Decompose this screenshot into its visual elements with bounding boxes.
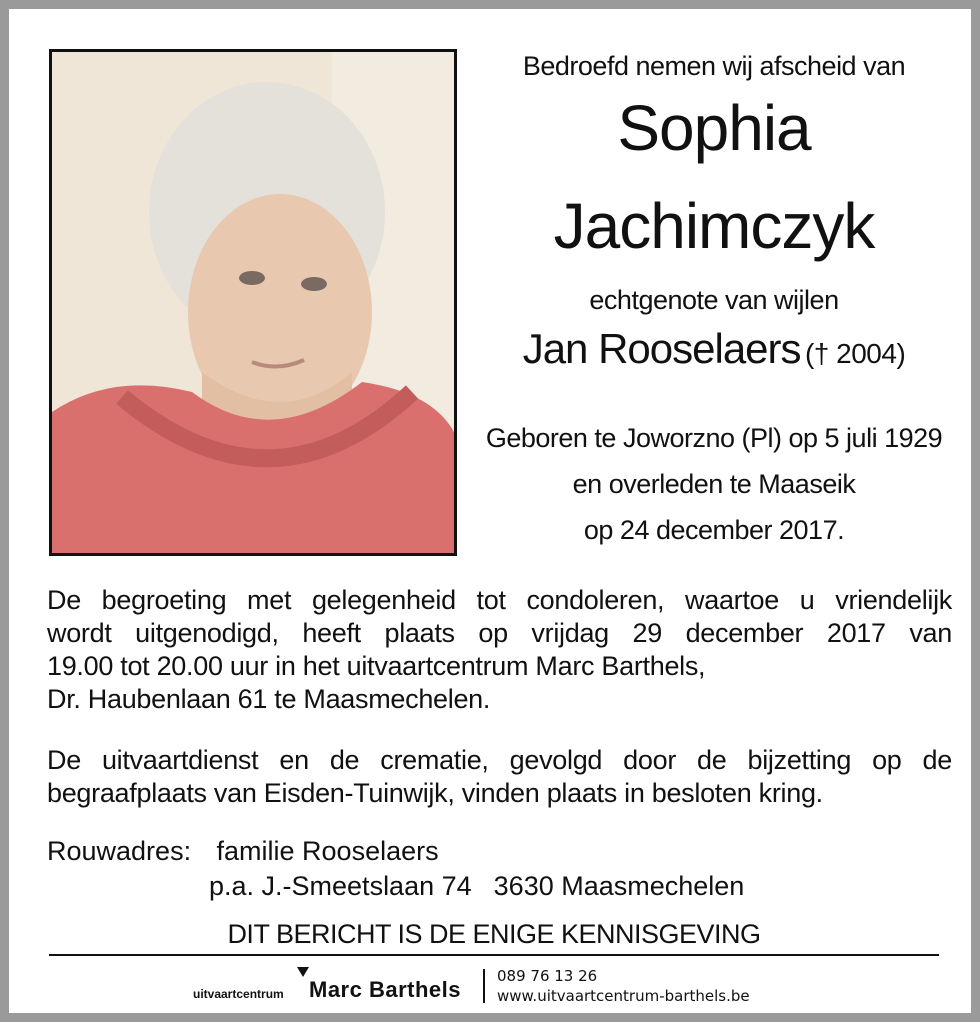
death-place: en overleden te Maaseik (572, 469, 856, 499)
paragraph-line: De uitvaartdienst en de crematie, gevolgd door de bijzetting op de (47, 745, 952, 775)
death-date: op 24 december 2017. (583, 515, 845, 545)
last-name: Jachimczyk (553, 190, 875, 262)
paragraph-line: Dr. Haubenlaan 61 te Maasmechelen. (47, 684, 491, 714)
first-name: Sophia (617, 92, 811, 164)
phone-number: 089 76 13 26 (497, 967, 598, 985)
logo-name: Marc Barthels (309, 977, 462, 1002)
website-link[interactable]: www.uitvaartcentrum-barthels.be (497, 987, 750, 1005)
spouse-death-year: († 2004) (804, 338, 906, 369)
spouse-name: Jan Rooselaers (522, 325, 801, 372)
logo-triangle-icon (297, 967, 309, 977)
birth-info: Geboren te Joworzno (Pl) op 5 juli 1929 (485, 423, 943, 453)
paragraph-line: begraafplaats van Eisden-Tuinwijk, vinden plaats in besloten kring. (47, 778, 823, 808)
portrait-photo (49, 49, 457, 556)
intro-text: Bedroefd nemen wij afscheid van (522, 51, 906, 81)
mourning-address (47, 836, 439, 867)
funeral-paragraph (47, 744, 952, 810)
address-family: familie Rooselaers (216, 836, 439, 866)
address-street: p.a. J.-Smeetslaan 74 (209, 871, 472, 901)
condolence-paragraph (47, 584, 952, 716)
portrait-image (52, 52, 454, 553)
paragraph-line: 19.00 tot 20.00 uur in het uitvaartcentrum Marc Barthels, (47, 651, 706, 681)
divider (49, 954, 939, 956)
logo-prefix: uitvaartcentrum (193, 987, 284, 1001)
footer-separator (483, 969, 485, 1003)
mourning-address-line2 (209, 871, 744, 902)
spouse-label: echtgenote van wijlen (589, 285, 839, 315)
paragraph-line: De begroeting met gelegenheid tot condoleren, waartoe u vriendelijk (47, 585, 952, 615)
address-label: Rouwadres: (47, 836, 192, 866)
spouse-line (469, 325, 959, 373)
address-city: 3630 Maasmechelen (493, 871, 745, 901)
paragraph-line: wordt uitgenodigd, heeft plaats op vrijdag 29 december 2017 van (47, 618, 952, 648)
notice-text: DIT BERICHT IS DE ENIGE KENNISGEVING (227, 919, 761, 949)
